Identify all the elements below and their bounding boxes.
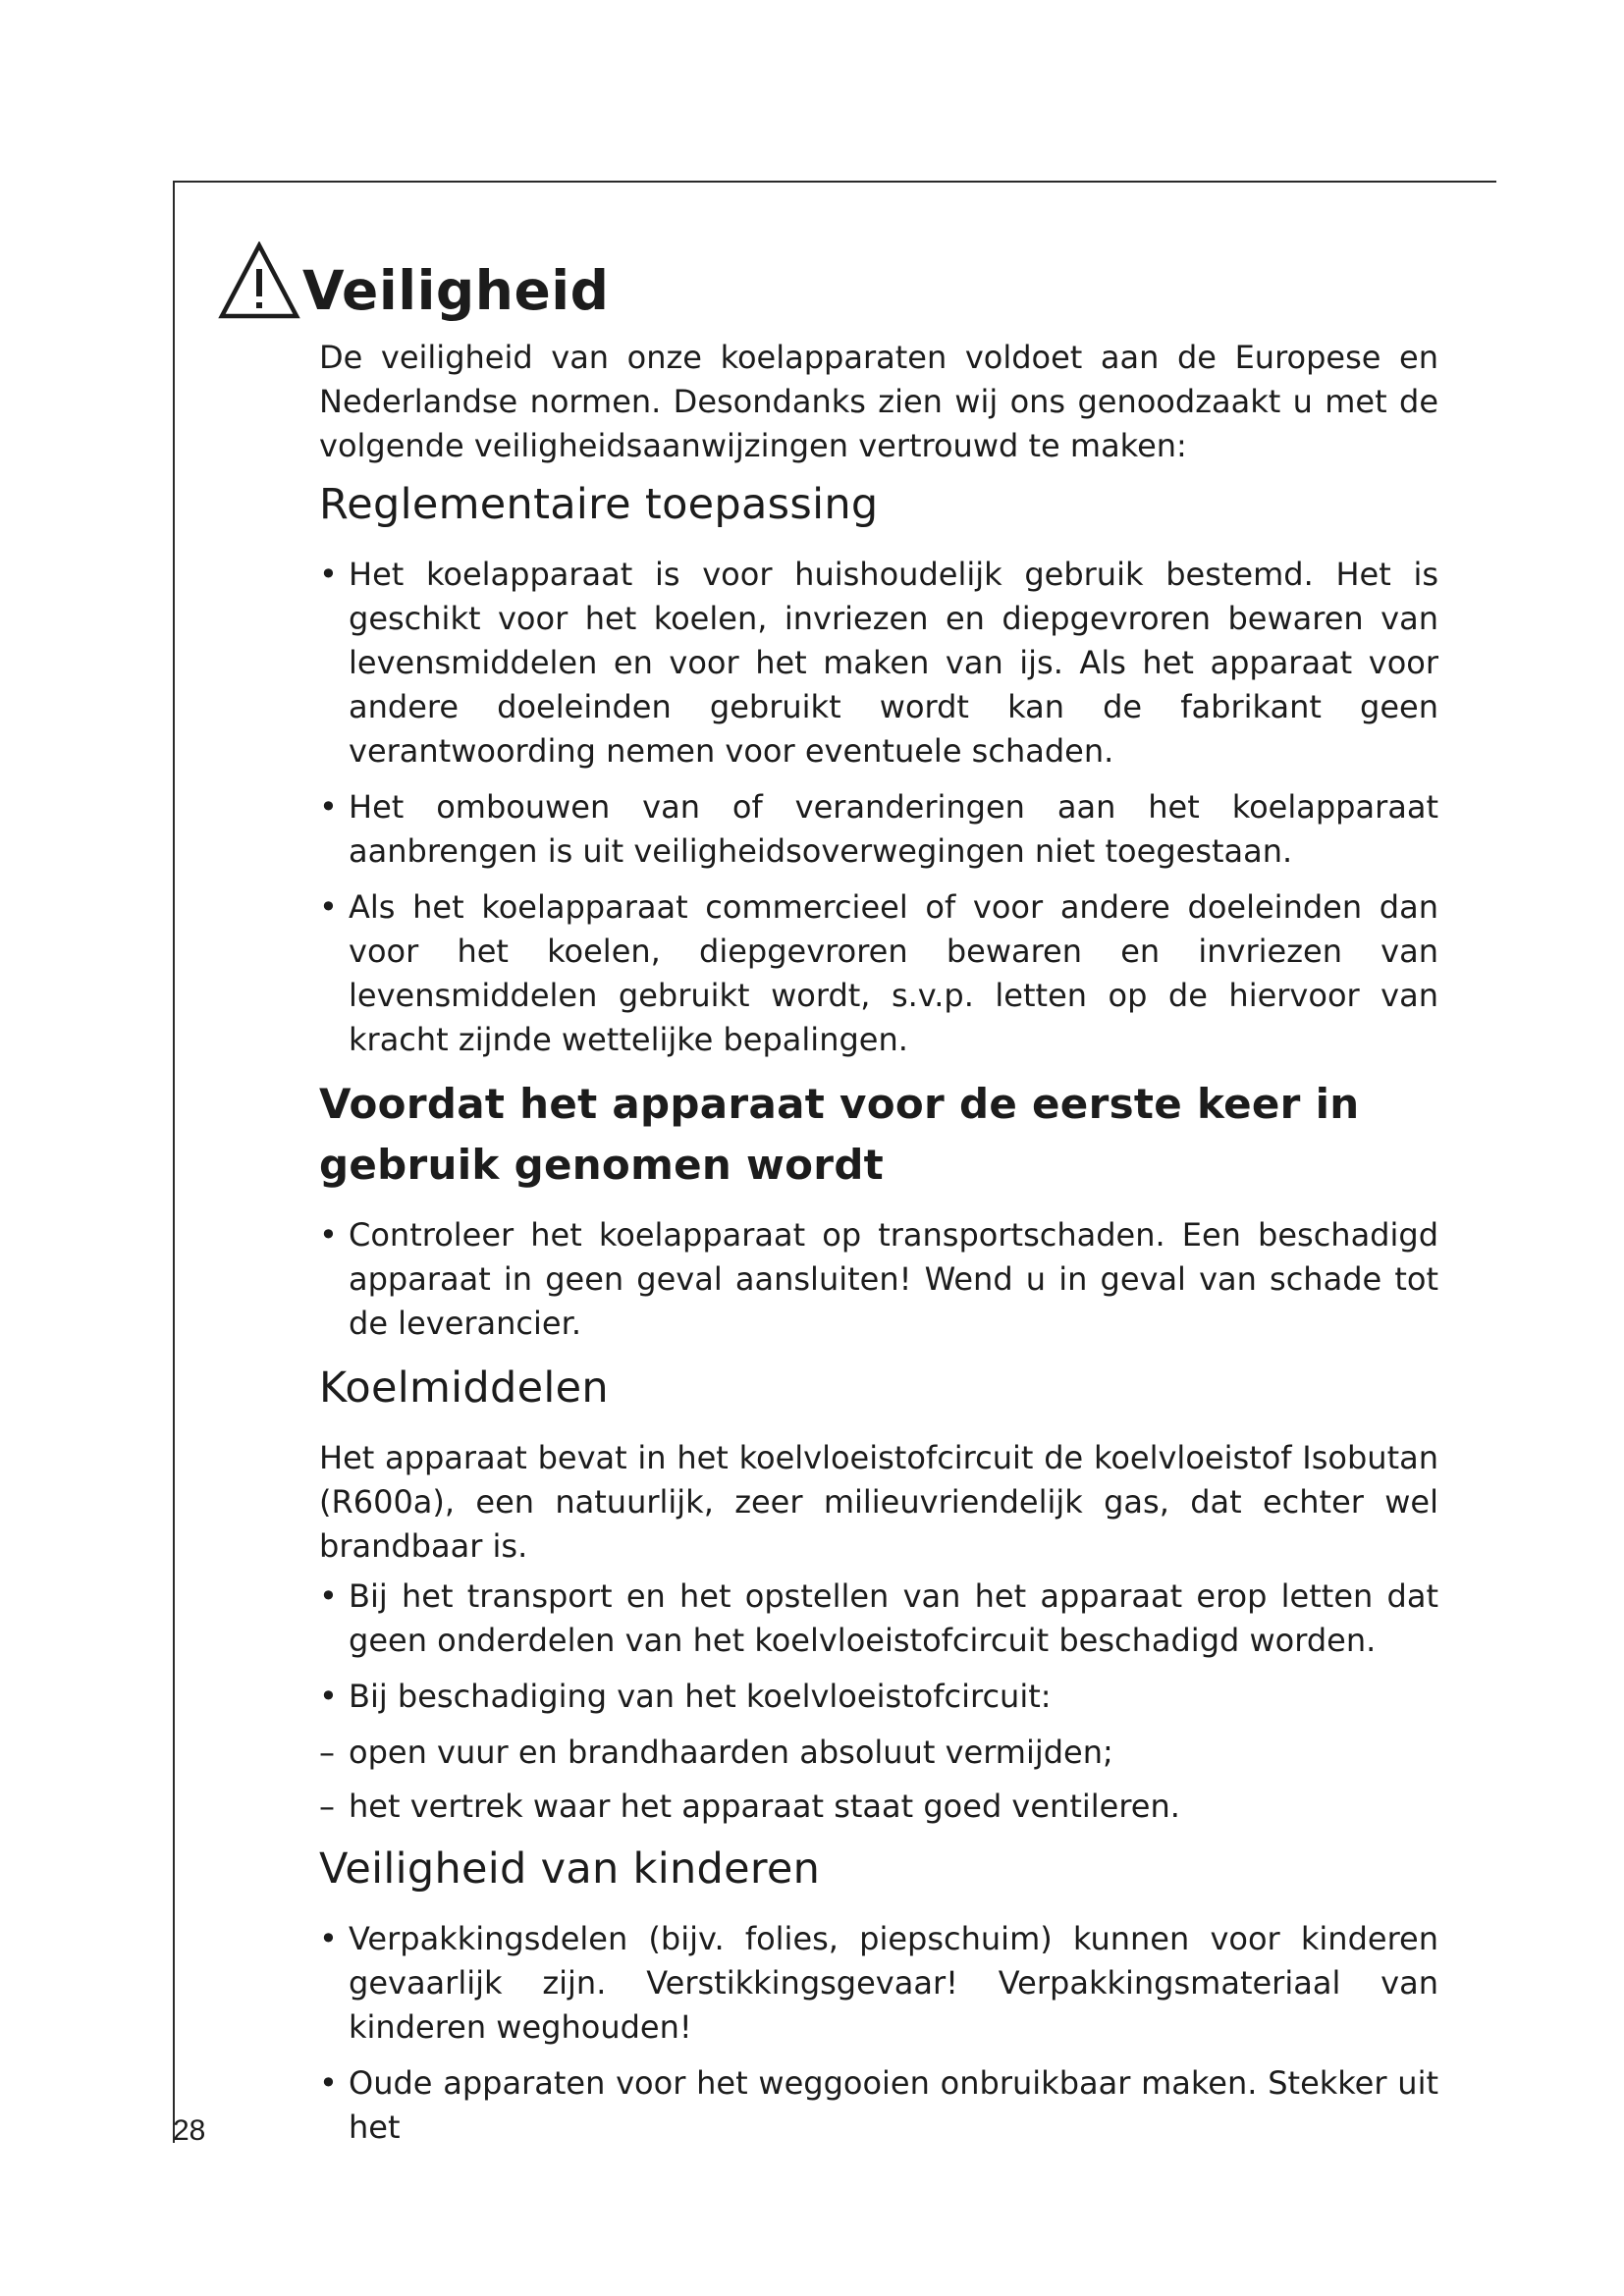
page-number: 28 — [173, 2114, 206, 2147]
koelmiddelen-paragraph: Het apparaat bevat in het koelvloeistofcircuit de koelvloeistof Isobutan (R600a), een natuurlijk, zeer milieuvriendelijk gas, dat echter wel brandbaar is. — [319, 1439, 1438, 1565]
heading-reglementaire-toepassing: Reglementaire toepassing — [319, 480, 879, 529]
heading-voordat-eerste-gebruik: Voordat het apparaat voor de eerste keer in gebruik genomen wordt — [319, 1080, 1360, 1189]
list-item: • Bij beschadiging van het koelvloeistofcircuit: — [319, 1675, 1438, 1719]
list-item: • Oude apparaten voor het weggooien onbruikbaar maken. Stekker uit het — [319, 2061, 1438, 2150]
koelmiddelen-dash-list — [319, 1731, 1438, 1829]
list-item: • Het koelapparaat is voor huishoudelijk gebruik bestemd. Het is geschikt voor het koelen, invriezen en diepgevroren bewaren van levensmiddelen en voor het maken van ijs. Als het apparaat voor andere doeleinden gebruikt wordt kan de fabrikant geen verantwoording nemen voor eventuele schaden. — [319, 553, 1438, 774]
dash-item: – open vuur en brandhaarden absoluut vermijden; — [319, 1731, 1438, 1775]
section-title-row — [218, 232, 609, 320]
koelmiddelen-list — [319, 1575, 1438, 1719]
list-item: • Bij het transport en het opstellen van het apparaat erop letten dat geen onderdelen van het koelvloeistofcircuit beschadigd worden. — [319, 1575, 1438, 1663]
heading-koelmiddelen: Koelmiddelen — [319, 1363, 609, 1413]
kinderen-list — [319, 1917, 1438, 2150]
dash-item: – het vertrek waar het apparaat staat goed ventileren. — [319, 1785, 1438, 1829]
main-content — [319, 336, 1438, 2162]
left-border-rule — [173, 181, 175, 2143]
list-item: • Controleer het koelapparaat op transportschaden. Een beschadigd apparaat in geen geval aansluiten! Wend u in geval van schade tot de leverancier. — [319, 1213, 1438, 1346]
list-item: • Als het koelapparaat commercieel of voor andere doeleinden dan voor het koelen, diepgevroren bewaren en invriezen van levensmiddelen gebruikt wordt, s.v.p. letten op de hiervoor van kracht zijnde wettelijke bepalingen. — [319, 885, 1438, 1062]
list-item: • Het ombouwen van of veranderingen aan het koelapparaat aanbrengen is uit veiligheidsoverwegingen niet toegestaan. — [319, 785, 1438, 874]
reglementaire-list — [319, 553, 1438, 1062]
intro-paragraph: De veiligheid van onze koelapparaten voldoet aan de Europese en Nederlandse normen. Desondanks zien wij ons genoodzaakt u met de volgende veiligheidsaanwijzingen vertrouwd te maken: — [319, 339, 1438, 464]
list-item: • Verpakkingsdelen (bijv. folies, piepschuim) kunnen voor kinderen gevaarlijk zijn. Verstikkingsgevaar! Verpakkingsmateriaal van kinderen weghouden! — [319, 1917, 1438, 2050]
page-title: Veiligheid — [302, 259, 610, 322]
warning-triangle-icon — [218, 241, 300, 320]
voordat-list — [319, 1213, 1438, 1346]
top-border-rule — [173, 181, 1496, 183]
heading-veiligheid-kinderen: Veiligheid van kinderen — [319, 1844, 821, 1894]
